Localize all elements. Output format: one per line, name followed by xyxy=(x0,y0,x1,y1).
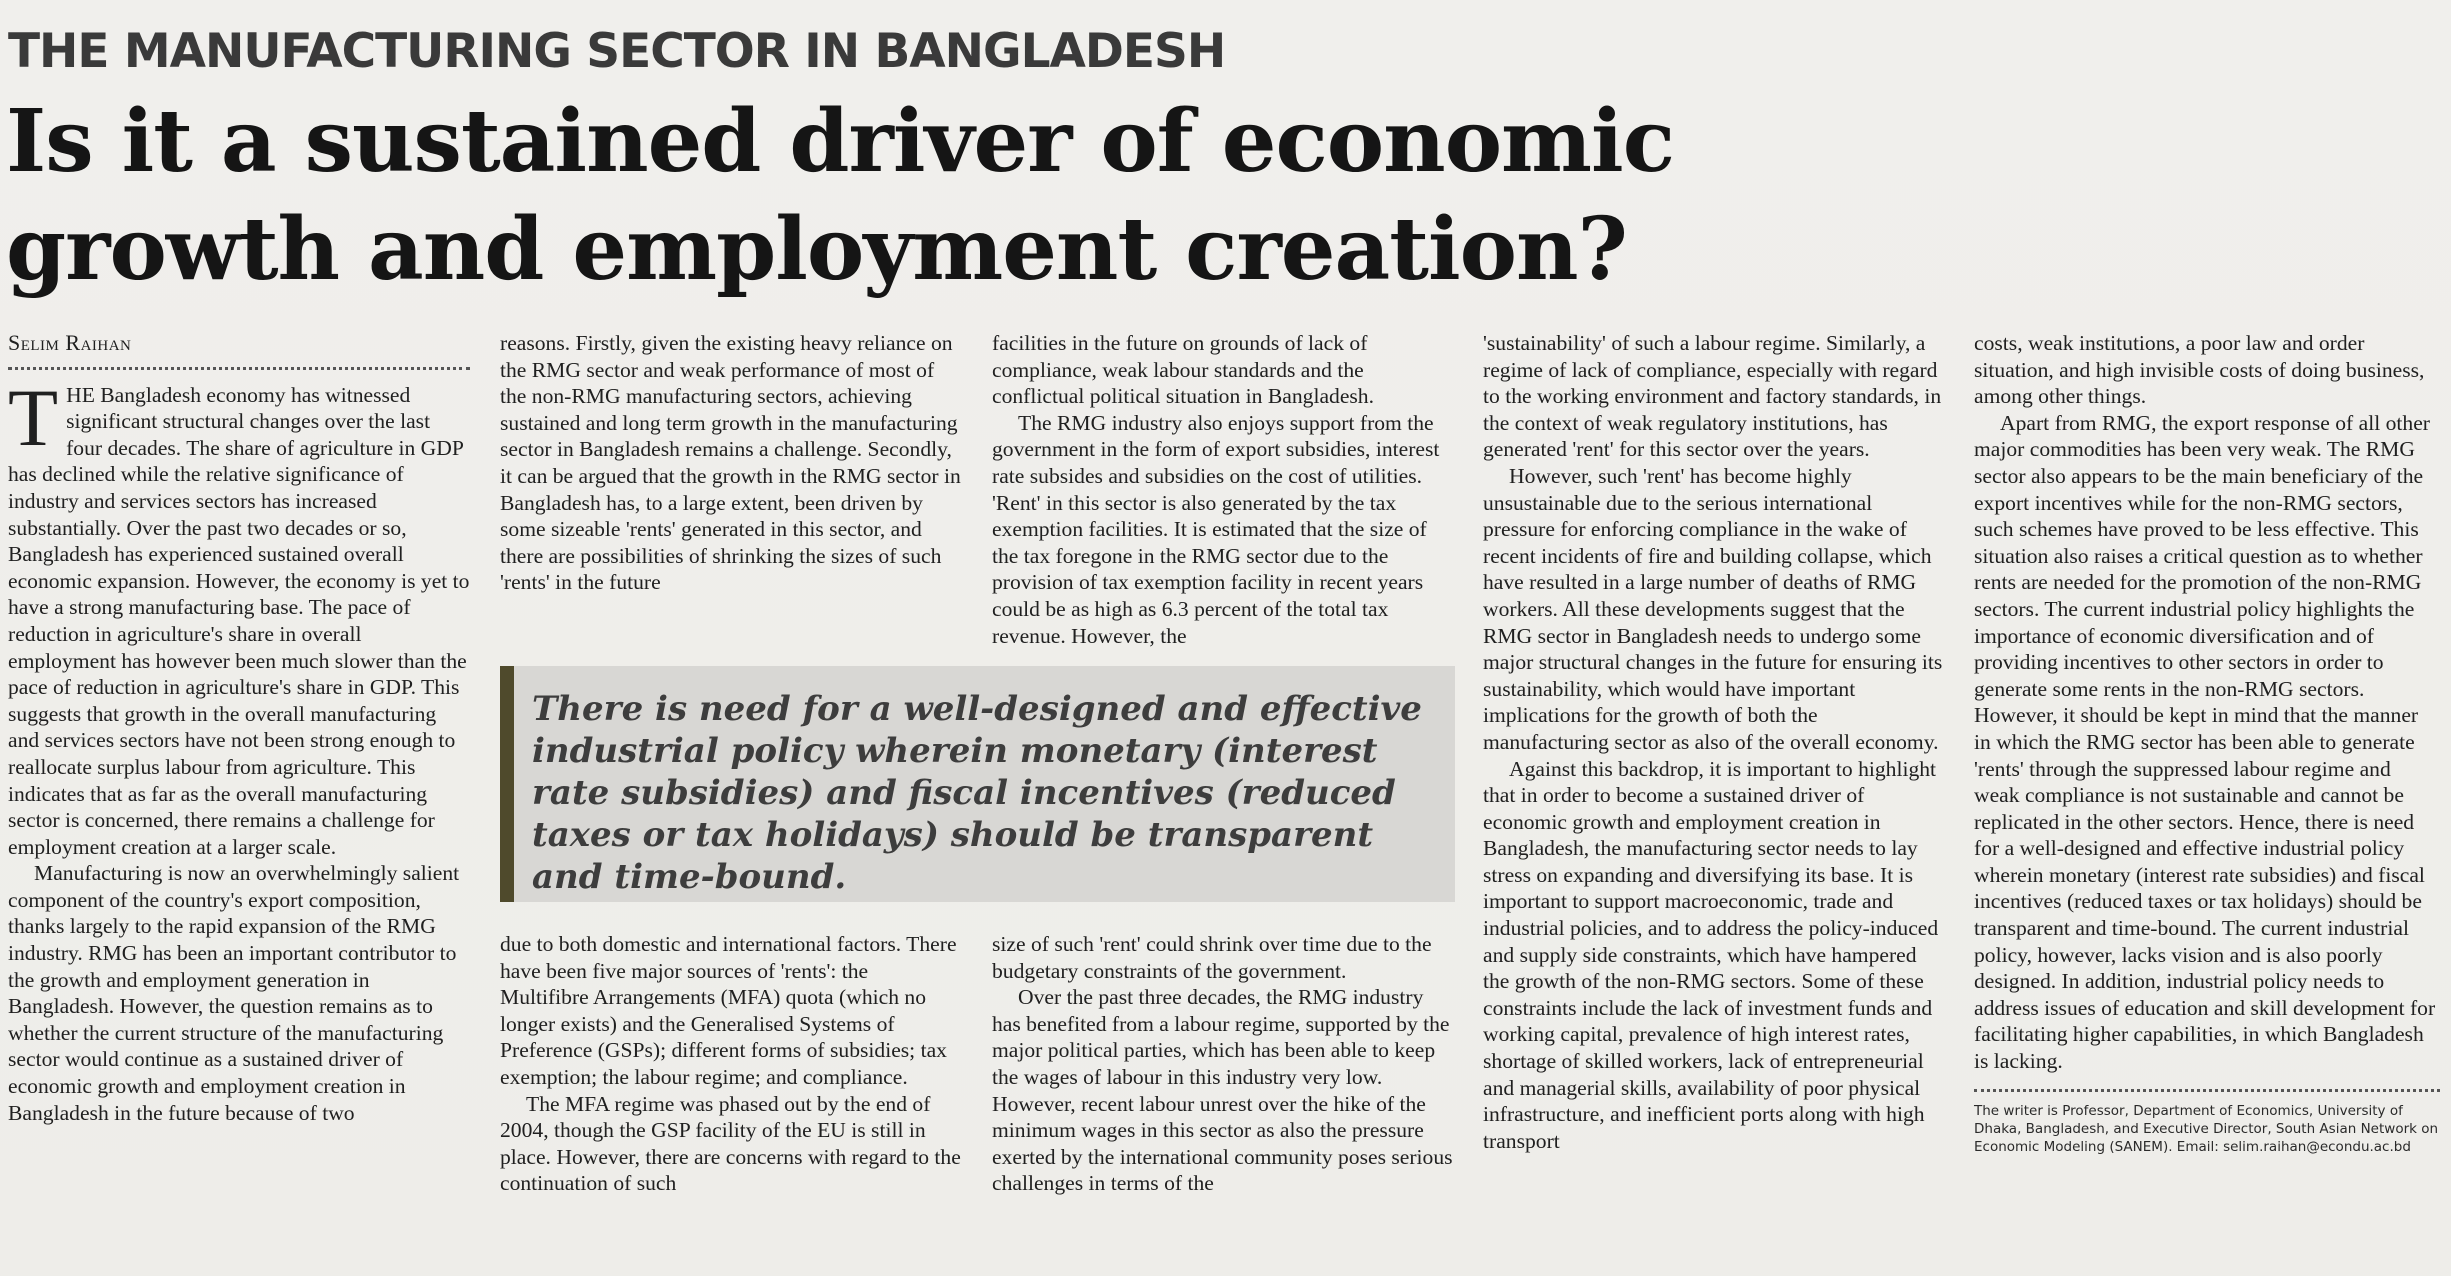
paragraph xyxy=(8,371,470,861)
author-bio: The writer is Professor, Department of Economics, University of Dhaka, Bangladesh, and Executive Director, South Asian Network on Economic Modeling (SANEM). Email: selim.raihan@econdu.ac.bd xyxy=(1974,1102,2439,1155)
paragraph: The MFA regime was phased out by the end of 2004, though the GSP facility of the EU is still in place. However, there are concerns with regard to the continuation of such xyxy=(500,1091,961,1196)
pull-quote-text: There is need for a well-designed and effective industrial policy wherein monetary (interest rate subsidies) and fiscal incentives (reduced taxes or tax holidays) should be transparent and time-bound. xyxy=(532,689,1422,897)
paragraph: The RMG industry also enjoys support from the government in the form of export subsidies, interest rate subsides and subsidies on the cost of utilities. 'Rent' in this sector is also generated by the tax exemption facilities. It is estimated that the size of the tax foregone in the RMG sector due to the provision of tax exemption facility in recent years could be as high as 6.3 percent of the total tax revenue. However, the xyxy=(992,410,1440,648)
dotted-divider xyxy=(1974,1089,2440,1092)
column-4 xyxy=(1483,330,1945,1154)
pull-quote xyxy=(500,666,1455,902)
paragraph: However, such 'rent' has become highly unsustainable due to the serious international pressure for enforcing compliance in the wake of recent incidents of fire and building collapse, which have resulted in a large number of deaths of RMG workers. All these developments suggest that the RMG sector in Bangladesh needs to undergo some major structural changes in the future for ensuring its sustainability, which would have important implications for the growth of both the manufacturing sector as also of the overall economy. xyxy=(1483,463,1943,754)
headline: Is it a sustained driver of economic growth and employment creation? xyxy=(6,91,1675,300)
paragraph: reasons. Firstly, given the existing heavy reliance on the RMG sector and weak performance of most of the non-RMG manufacturing sectors, achieving sustained and long term growth in the manufacturing sector in Bangladesh remains a challenge. Secondly, it can be argued that the growth in the RMG sector in Bangladesh has, to a large extent, been driven by some sizeable 'rents' generated in this sector, and there are possibilities of shrinking the sizes of such 'rents' in the future xyxy=(500,331,961,595)
paragraph: Over the past three decades, the RMG industry has benefited from a labour regime, supported by the major political parties, which has been able to keep the wages of labour in this industry very low. However, recent labour unrest over the hike of the minimum wages in this sector as also the pressure exerted by the international community poses serious challenges in terms of the xyxy=(992,985,1453,1196)
column-3-top xyxy=(992,330,1454,649)
paragraph: due to both domestic and international factors. There have been five major sources of 'rents': the Multifibre Arrangements (MFA) quota (which no longer exists) and the Generalised Systems of Preference (GSPs); different forms of subsidies; tax exemption; the labour regime; and compliance. xyxy=(500,932,957,1089)
column-3-bottom xyxy=(992,931,1454,1197)
paragraph: costs, weak institutions, a poor law and order situation, and high invisible costs of doing business, among other things. xyxy=(1974,331,2425,409)
column-1 xyxy=(8,330,470,1126)
pull-quote-bar xyxy=(500,666,514,902)
column-5 xyxy=(1974,330,2440,1156)
paragraph: size of such 'rent' could shrink over time due to the budgetary constraints of the government. xyxy=(992,932,1432,983)
column-2-bottom xyxy=(500,931,962,1197)
paragraph-text: HE Bangladesh economy has witnessed significant structural changes over the last four decades. The share of agriculture in GDP has declined while the relative significance of industry and services sectors has increased substantially. Over the past two decades or so, Bangladesh has experienced sustained overall economic expansion. However, the economy is yet to have a strong manufacturing base. The pace of reduction in agriculture's share in overall employment has however been much slower than the pace of reduction in agriculture's share in GDP. This suggests that growth in the overall manufacturing and services sectors have not been strong enough to reallocate surplus labour from agriculture. This indicates that as far as the overall manufacturing sector is concerned, there remains a challenge for employment creation at a larger scale. xyxy=(8,382,470,859)
paragraph: Against this backdrop, it is important to highlight that in order to become a sustained driver of economic growth and employment creation in Bangladesh, the manufacturing sector needs to lay stress on expanding and diversifying its base. It is important to support macroeconomic, trade and industrial policies, and to address the policy-induced and supply side constraints, which have hampered the growth of the non-RMG sectors. Some of these constraints include the lack of investment funds and working capital, prevalence of high interest rates, shortage of skilled workers, lack of entrepreneurial and managerial skills, availability of poor physical infrastructure, and inefficient ports along with high transport xyxy=(1483,756,1939,1153)
dotted-divider xyxy=(8,367,470,370)
byline: Selim Raihan xyxy=(8,330,132,355)
column-2-top xyxy=(500,330,962,596)
paragraph: Manufacturing is now an overwhelmingly salient component of the country's export composition, thanks largely to the rapid expansion of the RMG industry. RMG has been an important contributor to the growth and employment generation in Bangladesh. However, the question remains as to whether the current structure of the manufacturing sector would continue as a sustained driver of economic growth and employment creation in Bangladesh in the future because of two xyxy=(8,861,460,1125)
drop-cap: T xyxy=(8,371,59,463)
paragraph: Apart from RMG, the export response of all other major commodities has been very weak. The RMG sector also appears to be the main beneficiary of the export incentives while for the non-RMG sectors, such schemes have proved to be less effective. This situation also raises a critical question as to whether rents are needed for the promotion of the non-RMG sectors. The current industrial policy highlights the importance of economic diversification and of providing incentives to other sectors in order to generate some rents in the non-RMG sectors. However, it should be kept in mind that the manner in which the RMG sector has been able to generate 'rents' through the suppressed labour regime and weak compliance is not sustainable and cannot be replicated in the other sectors. Hence, there is need for a well-designed and effective industrial policy wherein monetary (interest rate subsidies) and fiscal incentives (reduced taxes or tax holidays) should be transparent and time-bound. The current industrial policy, however, lacks vision and is also poorly designed. In addition, industrial policy needs to address issues of education and skill development for facilitating higher capabilities, in which Bangladesh is lacking. xyxy=(1974,410,2436,1074)
section-kicker: THE MANUFACTURING SECTOR IN BANGLADESH xyxy=(8,24,1226,79)
paragraph: facilities in the future on grounds of lack of compliance, weak labour standards and the conflictual political situation in Bangladesh. xyxy=(992,331,1375,409)
paragraph: 'sustainability' of such a labour regime. Similarly, a regime of lack of compliance, especially with regard to the working environment and factory standards, in the context of weak regulatory institutions, has generated 'rent' for this sector over the years. xyxy=(1483,331,1942,462)
